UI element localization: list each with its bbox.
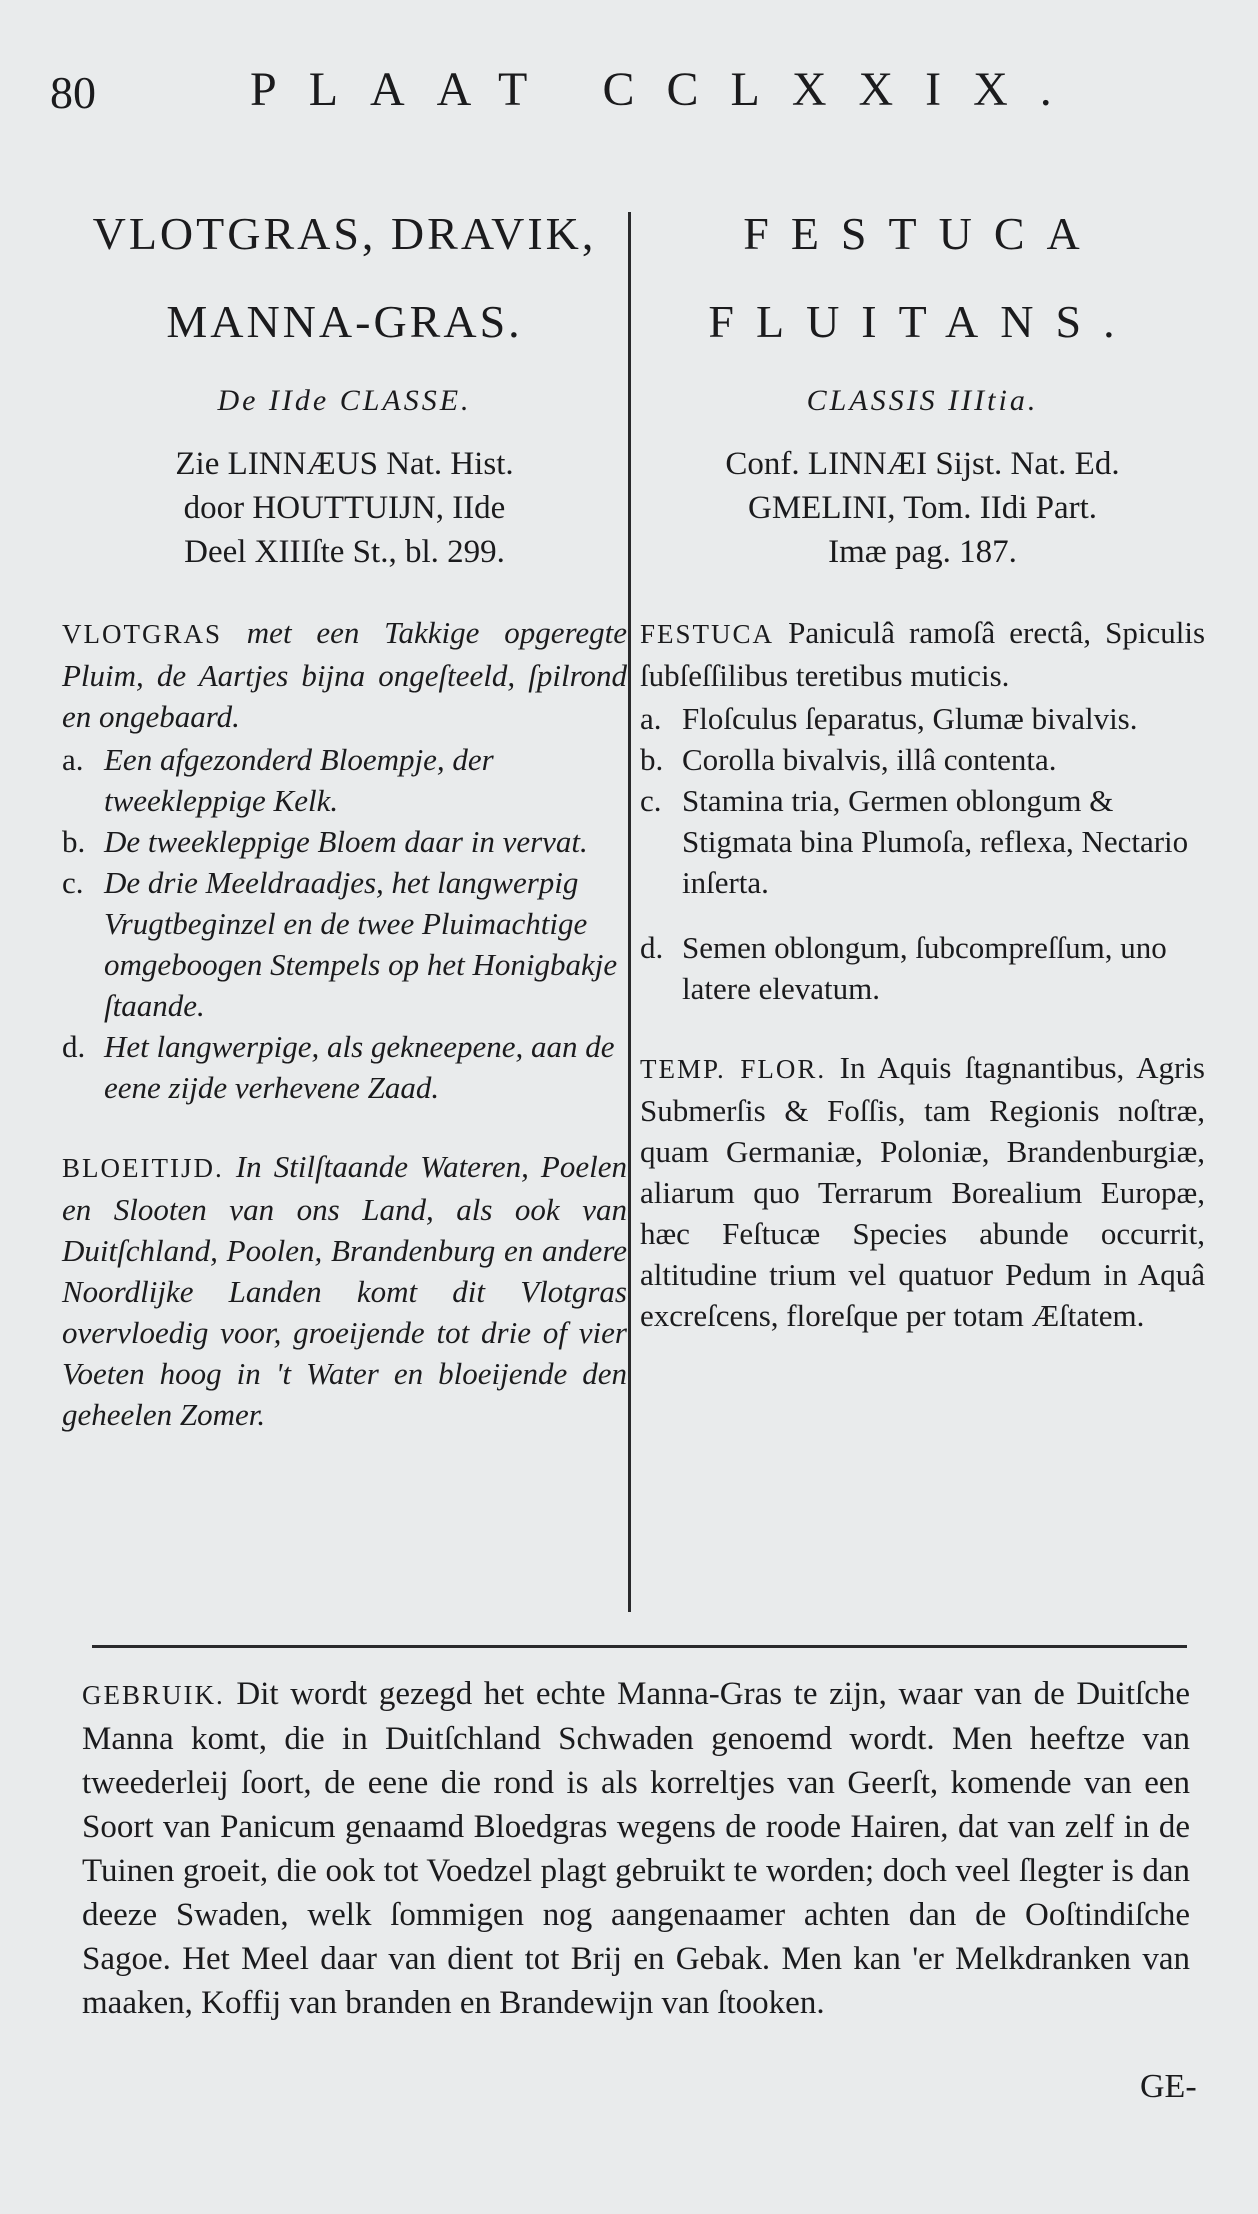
legend-item	[640, 739, 1205, 780]
legend-text: Floſculus ſeparatus, Glumæ bivalvis.	[682, 701, 1138, 736]
legend-label: c.	[62, 865, 84, 900]
catchword: GE-	[1140, 2068, 1197, 2105]
legend-label: b.	[640, 742, 664, 777]
dutch-reference-line: door HOUTTUIJN, IIde	[183, 490, 506, 526]
legend-text: De tweekleppige Bloem daar in vervat.	[104, 824, 588, 859]
latin-class-heading: CLASSIS IIItia.	[806, 384, 1039, 417]
legend-text: De drie Meeldraadjes, het langwerpig Vrugtbeginzel en de twee Pluimachtige omgeboogen Stempels op het Honigbakje ſtaande.	[104, 865, 618, 1023]
usage-lead: GEBRUIK.	[82, 1680, 225, 1710]
latin-flowering-text: In Aquis ſtagnantibus, Agris Submerſis & Foſſis, tam Regionis noſtræ, quam Germaniæ, Poloniæ, Brandenburgiæ, aliarum quo Terrarum Borealium Europæ, hæc Feſtucæ Species abunde occurrit, altitudine trium vel quatuor Pedum in Aquâ excreſcens, floreſque per totam Æſtatem.	[640, 1050, 1205, 1333]
dutch-flowering-text: In Stilſtaande Wateren, Poelen en Slooten van ons Land, als ook van Duitſchland, Poolen, Brandenburg en andere Noordlijke Landen komt dit Vlotgras overvloedig voor, groeijende tot drie of vier Voeten hoog in 't Water en bloeijende den geheelen Zomer.	[62, 1149, 627, 1432]
dutch-description-lead: VLOTGRAS	[62, 619, 223, 649]
legend-label: d.	[640, 930, 664, 965]
running-title: PLAAT CCLXXIX.	[250, 63, 1084, 116]
legend-text: Semen oblongum, ſubcompreſſum, uno latere elevatum.	[682, 930, 1167, 1006]
dutch-column	[62, 190, 627, 1435]
latin-flowering-time	[640, 1047, 1205, 1336]
legend-item	[62, 862, 627, 1026]
dutch-reference-line: Zie LINNÆUS Nat. Hist.	[175, 446, 514, 482]
latin-title-line-1: FESTUCA	[743, 208, 1102, 259]
legend-text: Een afgezonderd Bloempje, der tweekleppige Kelk.	[104, 742, 494, 818]
latin-figure-legend	[640, 698, 1205, 1009]
dutch-description	[62, 612, 627, 737]
legend-item	[62, 821, 627, 862]
page-number: 80	[50, 67, 96, 118]
legend-text: Corolla bivalvis, illâ contenta.	[682, 742, 1057, 777]
latin-description	[640, 612, 1205, 696]
legend-item	[640, 927, 1205, 1009]
latin-title-line-2: FLUITANS.	[708, 296, 1137, 347]
page-header	[0, 58, 1258, 128]
legend-label: b.	[62, 824, 86, 859]
horizontal-rule	[92, 1645, 1187, 1648]
latin-reference-line: GMELINI, Tom. IIdi Part.	[747, 490, 1098, 526]
legend-label: a.	[62, 742, 84, 777]
dutch-flowering-lead: BLOEITIJD.	[62, 1153, 224, 1183]
legend-text: Het langwerpige, als gekneepene, aan de eene zijde verhevene Zaad.	[104, 1029, 615, 1105]
latin-column	[640, 190, 1205, 1336]
usage-text: Dit wordt gezegd het echte Manna-Gras te zijn, waar van de Duitſche Manna komt, die in Duitſchland Schwaden genoemd wordt. Men heeftze van tweederleij ſoort, de eene die rond is als korreltjes van Geerſt, komende van een Soort van Panicum genaamd Bloedgras wegens de roode Hairen, dat van zelf in de Tuinen groeit, die ook tot Voedzel plagt gebruikt te worden; doch veel ſlegter is dan deeze Swaden, welk ſommigen nog aangenaamer achten dan de Ooſtindiſche Sagoe. Het Meel daar van dient tot Brij en Gebak. Men kan 'er Melkdranken van maaken, Koffij van branden en Brandewijn van ſtooken.	[82, 1676, 1190, 2021]
legend-label: a.	[640, 701, 662, 736]
legend-item	[62, 739, 627, 821]
dutch-class-heading: De IIde CLASSE.	[217, 384, 472, 417]
latin-description-text: Paniculâ ramoſâ erectâ, Spiculis ſubſeſſilibus teretibus muticis.	[640, 615, 1206, 693]
dutch-title-line-1: VLOTGRAS, DRAVIK,	[92, 208, 597, 259]
legend-item	[62, 1026, 627, 1108]
dutch-title-line-2: MANNA-GRAS.	[166, 296, 523, 347]
usage-paragraph	[82, 1672, 1190, 2025]
latin-reference	[640, 442, 1205, 574]
legend-label: d.	[62, 1029, 86, 1064]
column-divider	[628, 212, 631, 1612]
legend-text: Stamina tria, Germen oblongum & Stigmata bina Plumoſa, reflexa, Nectario inſerta.	[682, 783, 1189, 900]
legend-item	[640, 780, 1205, 903]
dutch-flowering-time	[62, 1146, 627, 1435]
dutch-reference	[62, 442, 627, 574]
latin-flowering-lead: TEMP. FLOR.	[640, 1054, 827, 1084]
latin-reference-line: Conf. LINNÆI Sijst. Nat. Ed.	[725, 446, 1120, 482]
dutch-reference-line: Deel XIIIſte St., bl. 299.	[184, 534, 505, 570]
legend-label: c.	[640, 783, 662, 818]
legend-item	[640, 698, 1205, 739]
dutch-description-text: met een Takkige opgeregte Pluim, de Aartjes bijna ongeſteeld, ſpilrond en ongebaard.	[62, 615, 627, 734]
dutch-figure-legend	[62, 739, 627, 1108]
latin-description-lead: FESTUCA	[640, 619, 775, 649]
latin-reference-line: Imæ pag. 187.	[828, 534, 1017, 570]
